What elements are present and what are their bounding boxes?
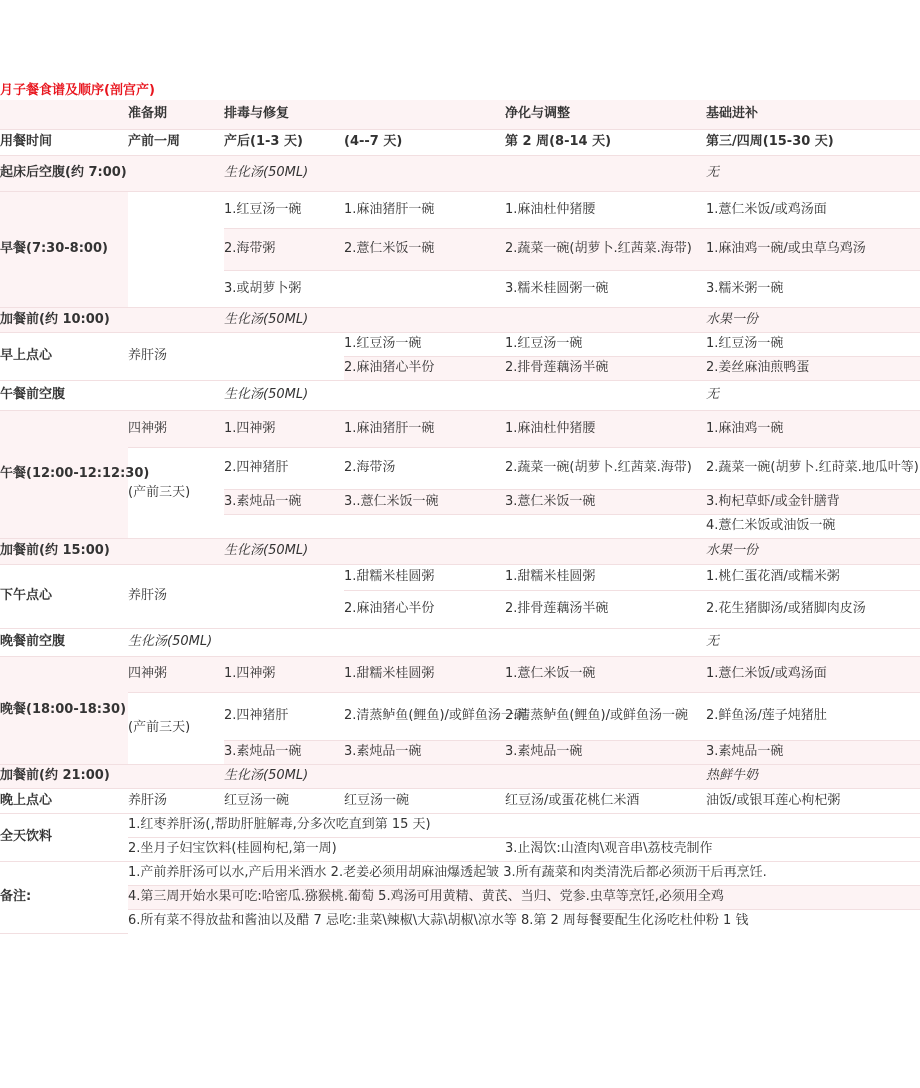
breakfast-day1-3-2: 2.海带粥 [224, 228, 344, 270]
lunch-day4-7-2: 2.海带汤 [344, 447, 505, 489]
table-row [0, 788, 920, 813]
period-label: 用餐时间 [0, 129, 128, 155]
dinner-week3-4-3: 3.素炖品一碗 [706, 740, 920, 764]
row-label-pre-lunch: 午餐前空腹 [0, 380, 128, 410]
table-row [0, 692, 920, 740]
breakfast-week2-3: 3.糯米桂圆粥一碗 [505, 270, 706, 307]
breakfast-day4-7-1: 1.麻油猪肝一碗 [344, 191, 505, 228]
dinner-week3-4-2: 2.鲜鱼汤/莲子炖猪肚 [706, 692, 920, 740]
period-prenatal: 产前一周 [128, 129, 224, 155]
lunch-week3-4-3: 3.枸杞草虾/或金针膳背 [706, 489, 920, 514]
row-label-afternoon-snack: 下午点心 [0, 564, 128, 628]
breakfast-week2-2: 2.蔬菜一碗(胡萝卜.红茜菜.海带) [505, 228, 706, 270]
dinner-week3-4-1: 1.薏仁米饭/或鸡汤面 [706, 656, 920, 692]
afternoon-snack-day4-7-1: 1.甜糯米桂圆粥 [344, 564, 505, 590]
afternoon-snack-week3-4-1: 1.桃仁蛋花酒/或糯米粥 [706, 564, 920, 590]
lunch-prenatal-bottom: (产前三天) [128, 447, 224, 538]
lunch-day1-3-3: 3.素炖品一碗 [224, 489, 344, 514]
pre-dinner-week3-4: 无 [706, 628, 920, 656]
dinner-day4-7-2: 2.清蒸鲈鱼(鲤鱼)/或鲜鱼汤一碗 [344, 692, 505, 740]
phase-detox: 排毒与修复 [224, 100, 505, 129]
lunch-week3-4-2: 2.蔬菜一碗(胡萝卜.红莳菜.地瓜叶等) [706, 447, 920, 489]
period-week2: 第 2 周(8-14 天) [505, 129, 706, 155]
wake-week3-4: 无 [706, 155, 920, 191]
morning-snack-week3-4-1: 1.红豆汤一碗 [706, 332, 920, 356]
dinner-day1-3-1: 1.四神粥 [224, 656, 344, 692]
table-row [0, 837, 920, 861]
drinks-line-1: 1.红枣养肝汤(,帮助肝脏解毒,分多次吃直到第 15 天) [128, 813, 920, 837]
table-row [0, 861, 920, 885]
snack21-week3-4: 热鲜牛奶 [706, 764, 920, 788]
notes-line-1: 1.产前养肝汤可以水,产后用米酒水 2.老姜必须用胡麻油爆透起皱 3.所有蔬菜和肉类清洗后都必须沥干后再烹饪. [128, 861, 920, 885]
afternoon-snack-week2-2: 2.排骨莲藕汤半碗 [505, 590, 706, 628]
row-label-breakfast: 早餐(7:30-8:00) [0, 191, 128, 307]
period-day4-7: (4--7 天) [344, 129, 505, 155]
morning-snack-week2-1: 1.红豆汤一碗 [505, 332, 706, 356]
table-row [0, 909, 920, 933]
afternoon-snack-week3-4-2: 2.花生猪脚汤/或猪脚肉皮汤 [706, 590, 920, 628]
wake-day1-3: 生化汤(50ML) [224, 155, 344, 191]
night-snack-day1-3: 红豆汤一碗 [224, 788, 344, 813]
afternoon-snack-prenatal: 养肝汤 [128, 564, 224, 628]
morning-snack-prenatal: 养肝汤 [128, 332, 224, 380]
breakfast-week3-4-2: 1.麻油鸡一碗/或虫草乌鸡汤 [706, 228, 920, 270]
snack10-week3-4: 水果一份 [706, 307, 920, 332]
morning-snack-week2-2: 2.排骨莲藕汤半碗 [505, 356, 706, 380]
phase-nourish: 基础进补 [706, 100, 920, 129]
dinner-prenatal-top: 四神粥 [128, 656, 224, 692]
phase-purify: 净化与调整 [505, 100, 706, 129]
breakfast-day1-3-3: 3.或胡萝卜粥 [224, 270, 344, 307]
dinner-day1-3-2: 2.四神猪肝 [224, 692, 344, 740]
table-row [0, 628, 920, 656]
morning-snack-day4-7-2: 2.麻油猪心半份 [344, 356, 505, 380]
breakfast-week2-1: 1.麻油杜仲猪腰 [505, 191, 706, 228]
period-header-row [0, 129, 920, 155]
period-day1-3: 产后(1-3 天) [224, 129, 344, 155]
notes-line-2: 4.第三周开始水果可吃:哈密瓜.猕猴桃.葡萄 5.鸡汤可用黄精、黄芪、当归、党参.虫草等烹饪,必须用全鸡 [128, 885, 920, 909]
row-label-snack10: 加餐前(约 10:00) [0, 307, 128, 332]
pre-dinner-prenatal: 生化汤(50ML) [128, 628, 706, 656]
dinner-week2-2: 2.清蒸鲈鱼(鲤鱼)/或鲜鱼汤一碗 [505, 692, 706, 740]
night-snack-week2: 红豆汤/或蛋花桃仁米酒 [505, 788, 706, 813]
row-label-lunch: 午餐(12:00-12:12:30) [0, 410, 128, 538]
snack15-day1-3: 生化汤(50ML) [224, 538, 344, 564]
lunch-week3-4-1: 1.麻油鸡一碗 [706, 410, 920, 447]
snack15-week3-4: 水果一份 [706, 538, 920, 564]
row-label-dinner: 晚餐(18:00-18:30) [0, 656, 128, 764]
lunch-day4-7-3: 3..薏仁米饭一碗 [344, 489, 505, 514]
lunch-week2-1: 1.麻油杜仲猪腰 [505, 410, 706, 447]
row-label-night-snack: 晚上点心 [0, 788, 128, 813]
lunch-day4-7-1: 1.麻油猪肝一碗 [344, 410, 505, 447]
drinks-line-2b: 3.止渴饮:山渣肉\观音串\荔枝壳制作 [505, 837, 920, 861]
period-week3-4: 第三/四周(15-30 天) [706, 129, 920, 155]
table-row [0, 564, 920, 590]
meal-plan-table [0, 100, 920, 934]
notes-line-3: 6.所有菜不得放盐和酱油以及醋 7 忌吃:韭菜\辣椒\大蒜\胡椒\凉水等 8.第 2 周每餐要配生化汤吃杜仲粉 1 钱 [128, 913, 749, 929]
page-title: 月子餐食谱及顺序(剖宫产) [0, 83, 155, 98]
dinner-day4-7-3: 3.素炖品一碗 [344, 740, 505, 764]
pre-lunch-week3-4: 无 [706, 380, 920, 410]
breakfast-day1-3-1: 1.红豆汤一碗 [224, 191, 344, 228]
table-row [0, 538, 920, 564]
table-row [0, 332, 920, 356]
breakfast-week3-4-1: 1.薏仁米饭/或鸡汤面 [706, 191, 920, 228]
row-label-morning-snack: 早上点心 [0, 332, 128, 380]
row-label-drinks: 全天饮料 [0, 813, 128, 861]
lunch-week3-4-4: 4.薏仁米饭或油饭一碗 [706, 514, 920, 538]
row-label-wake: 起床后空腹(约 7:00) [0, 155, 128, 191]
lunch-week2-2: 2.蔬菜一碗(胡萝卜.红茜菜.海带) [505, 447, 706, 489]
phase-prep: 准备期 [128, 100, 224, 129]
phase-header-row [0, 100, 920, 129]
afternoon-snack-week2-1: 1.甜糯米桂圆粥 [505, 564, 706, 590]
lunch-prenatal-top: 四神粥 [128, 410, 224, 447]
table-row [0, 764, 920, 788]
afternoon-snack-day4-7-2: 2.麻油猪心半份 [344, 590, 505, 628]
breakfast-day4-7-2: 2.薏仁米饭一碗 [344, 228, 505, 270]
dinner-day1-3-3: 3.素炖品一碗 [224, 740, 344, 764]
row-label-snack15: 加餐前(约 15:00) [0, 538, 128, 564]
dinner-week2-1: 1.薏仁米饭一碗 [505, 656, 706, 692]
dinner-day4-7-1: 1.甜糯米桂圆粥 [344, 656, 505, 692]
table-row [0, 307, 920, 332]
dinner-prenatal-bottom: (产前三天) [128, 692, 224, 764]
table-row [0, 656, 920, 692]
table-row [0, 813, 920, 837]
table-row [0, 410, 920, 447]
table-row [0, 885, 920, 909]
table-row [0, 155, 920, 191]
table-row [0, 191, 920, 228]
night-snack-prenatal: 养肝汤 [128, 788, 224, 813]
breakfast-week3-4-3: 3.糯米粥一碗 [706, 270, 920, 307]
dinner-week2-3: 3.素炖品一碗 [505, 740, 706, 764]
phase-empty-cell [0, 100, 128, 129]
lunch-day1-3-2: 2.四神猪肝 [224, 447, 344, 489]
pre-lunch-day1-3: 生化汤(50ML) [224, 380, 344, 410]
snack10-day1-3: 生化汤(50ML) [224, 307, 344, 332]
table-row [0, 380, 920, 410]
row-label-pre-dinner: 晚餐前空腹 [0, 628, 128, 656]
morning-snack-week3-4-2: 2.姜丝麻油煎鸭蛋 [706, 356, 920, 380]
morning-snack-day4-7-1: 1.红豆汤一碗 [344, 332, 505, 356]
lunch-week2-3: 3.薏仁米饭一碗 [505, 489, 706, 514]
row-label-notes: 备注: [0, 861, 128, 933]
lunch-day1-3-1: 1.四神粥 [224, 410, 344, 447]
row-label-snack21: 加餐前(约 21:00) [0, 764, 128, 788]
drinks-line-2a: 2.坐月子妇宝饮料(桂圆枸杞,第一周) [128, 837, 505, 861]
night-snack-day4-7: 红豆汤一碗 [344, 788, 505, 813]
night-snack-week3-4: 油饭/或银耳莲心枸杞粥 [706, 788, 920, 813]
snack21-day1-3: 生化汤(50ML) [224, 764, 344, 788]
